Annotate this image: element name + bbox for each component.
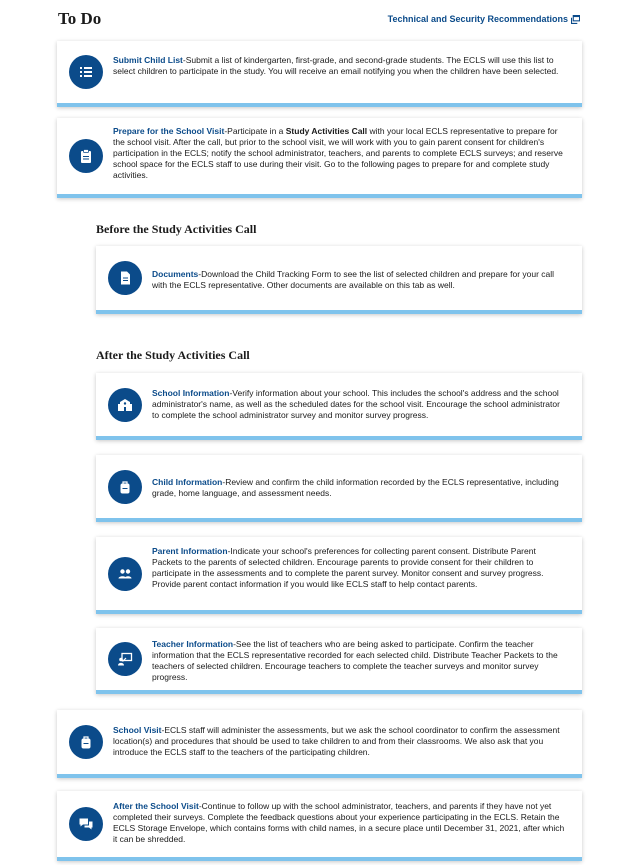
chat-bubbles-icon: [69, 807, 103, 841]
external-window-icon: [571, 15, 580, 24]
child-info-link[interactable]: Child Information: [152, 477, 223, 487]
tech-security-link-label: Technical and Security Recommendations: [387, 14, 568, 24]
study-activities-call-text: Study Activities Call: [285, 126, 368, 136]
task-card-prepare-visit: [57, 118, 582, 198]
task-text: [113, 801, 566, 845]
teacher-board-icon: [108, 642, 142, 676]
task-text: [113, 55, 566, 77]
school-info-link[interactable]: School Information: [152, 388, 230, 398]
task-description: -Verify information about your school. This includes the school's address and the school administrator's name, as well as the scheduled dates for the school visit. Encourage the school administrator to complete the school administrator survey and monitor survey progress.: [152, 388, 560, 420]
section-heading-after-call: After the Study Activities Call: [96, 348, 250, 362]
task-text: [152, 269, 566, 291]
task-description: -Participate in a: [224, 126, 286, 136]
backpack-icon: [69, 725, 103, 759]
task-text: [152, 639, 566, 683]
task-text: [113, 126, 566, 181]
task-card-school-info: [96, 373, 582, 440]
teacher-info-link[interactable]: Teacher Information: [152, 639, 234, 649]
after-visit-link[interactable]: After the School Visit: [113, 801, 199, 811]
task-text: [113, 725, 566, 758]
task-description: -Indicate your school's preferences for collecting parent consent. Distribute Parent Packets to the parents of selected children. Encourage parents to provide consent for their children to participate in the assessments and to complete the parent survey. Monitor consent and survey progress. Provide parent contact information if you would like ECLS staff to help contact parents.: [152, 546, 544, 589]
task-card-school-visit: [57, 710, 582, 778]
submit-child-list-link[interactable]: Submit Child List: [113, 55, 183, 65]
task-description: -Review and confirm the child information recorded by the ECLS representative, including grade, home language, and assessment needs.: [152, 477, 559, 498]
task-text: [152, 477, 566, 499]
documents-link[interactable]: Documents: [152, 269, 199, 279]
tech-security-link[interactable]: [388, 14, 580, 24]
task-description: -ECLS staff will administer the assessments, but we ask the school coordinator to confirm the assessment location(s) and procedures that should be used to take children to and from their classrooms. We also ask that you introduce the ECLS staff to the teachers of the participating children.: [113, 725, 560, 757]
task-description: -Submit a list of kindergarten, first-grade, and second-grade students. The ECLS will use this list to select children to participate in the study. You will receive an email notifying you when the children have been selected.: [113, 55, 559, 76]
task-text: [152, 388, 566, 421]
task-description-cont: with your local ECLS representative to prepare for the school visit. After the call, but prior to the school visit, we will work with you to gain parent consent for children's participation in the ECLS; notify the school administrator, teachers, and parents to complete ECLS surveys; and reserve school space for the ECLS staff to use during their visit. Go to the following pages to prepare for and complete study activities.: [113, 126, 563, 180]
page-title: To Do: [58, 9, 102, 28]
school-building-icon: [108, 388, 142, 422]
people-icon: [108, 557, 142, 591]
school-visit-link[interactable]: School Visit: [113, 725, 162, 735]
task-card-submit-child-list: [57, 41, 582, 107]
parent-info-link[interactable]: Parent Information: [152, 546, 228, 556]
section-heading-before-call: Before the Study Activities Call: [96, 222, 257, 236]
task-text: [152, 546, 566, 590]
document-icon: [108, 261, 142, 295]
task-card-documents: [96, 246, 582, 314]
task-description: -Continue to follow up with the school administrator, teachers, and parents if they have not yet completed their surveys. Complete the feedback questions about your experience participating in the ECLS. Retain the ECLS Storage Envelope, which contains forms with child names, in a secure place until December 31, 2021, after which it can be shredded.: [113, 801, 565, 844]
list-icon: [69, 55, 103, 89]
clipboard-icon: [69, 139, 103, 173]
task-card-parent-info: [96, 537, 582, 614]
task-card-child-info: [96, 455, 582, 522]
task-card-teacher-info: [96, 628, 582, 694]
prepare-visit-link[interactable]: Prepare for the School Visit: [113, 126, 225, 136]
task-card-after-visit: [57, 791, 582, 861]
task-description: -See the list of teachers who are being asked to participate. Confirm the teacher information that the ECLS representative recorded for each selected child. Distribute Teacher Packets to the teachers of selected children. Encourage teachers to complete the teacher surveys and monitor survey progress.: [152, 639, 558, 682]
task-description: -Download the Child Tracking Form to see the list of selected children and prepare for your call with the ECLS representative. Other documents are available on this tab as well.: [152, 269, 555, 290]
backpack-icon: [108, 470, 142, 504]
